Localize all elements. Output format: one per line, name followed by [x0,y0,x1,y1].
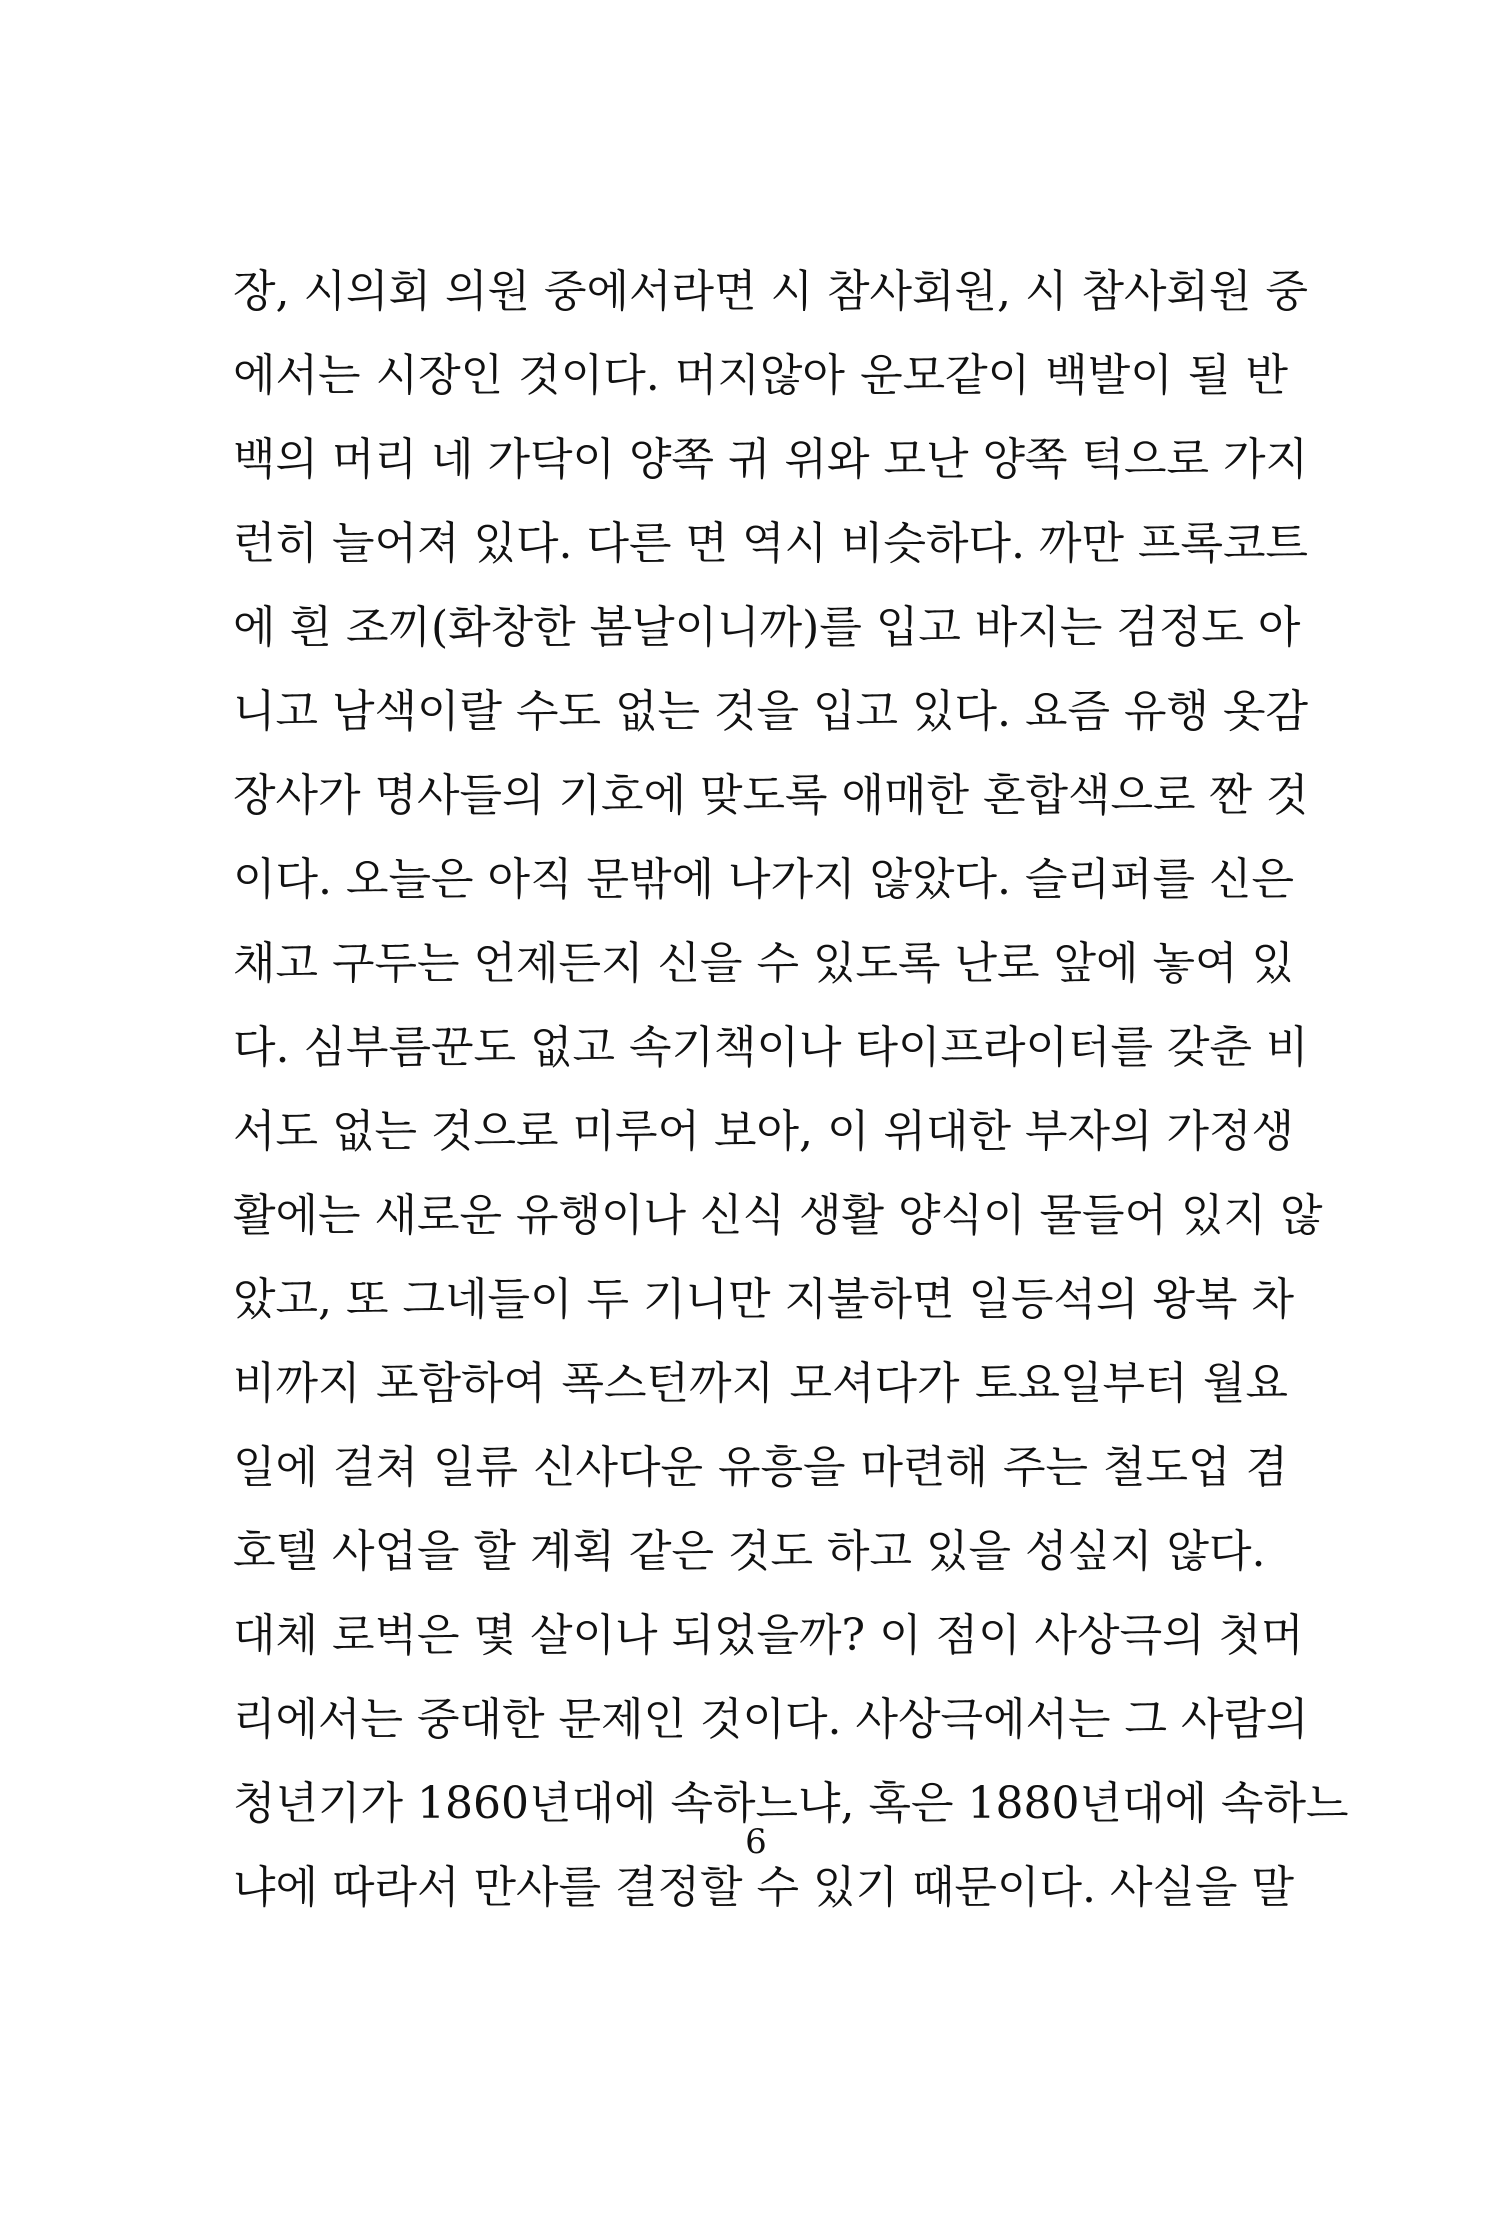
text-line: 대체 로벅은 몇 살이나 되었을까? 이 점이 사상극의 첫머 [233,1610,1304,1661]
text-line: 일에 걸쳐 일류 신사다운 유흥을 마련해 주는 철도업 겸 [233,1442,1288,1493]
text-line: 서도 없는 것으로 미루어 보아, 이 위대한 부자의 가정생 [233,1106,1294,1157]
text-line: 장사가 명사들의 기호에 맞도록 애매한 혼합색으로 짠 것 [233,770,1309,821]
page-number: 6 [745,1822,767,1862]
text-line: 리에서는 중대한 문제인 것이다. 사상극에서는 그 사람의 [233,1694,1309,1745]
text-line: 니고 남색이랄 수도 없는 것을 입고 있다. 요즘 유행 옷감 [233,686,1308,737]
text-line: 에서는 시장인 것이다. 머지않아 운모같이 백발이 될 반 [233,350,1288,401]
text-line: 비까지 포함하여 폭스턴까지 모셔다가 토요일부터 월요 [233,1358,1288,1409]
text-line: 장, 시의회 의원 중에서라면 시 참사회원, 시 참사회원 중 [233,266,1308,317]
text-line: 에 흰 조끼(화창한 봄날이니까)를 입고 바지는 검정도 아 [233,602,1301,653]
text-line: 청년기가 1860년대에 속하느냐, 혹은 1880년대에 속하느 [233,1778,1349,1829]
text-line: 호텔 사업을 할 계획 같은 것도 하고 있을 성싶지 않다. [233,1526,1266,1577]
text-line: 았고, 또 그네들이 두 기니만 지불하면 일등석의 왕복 차 [233,1274,1294,1325]
text-line: 다. 심부름꾼도 없고 속기책이나 타이프라이터를 갖춘 비 [233,1022,1309,1073]
text-line: 이다. 오늘은 아직 문밖에 나가지 않았다. 슬리퍼를 신은 [233,854,1294,905]
text-line: 백의 머리 네 가닥이 양쪽 귀 위와 모난 양쪽 턱으로 가지 [233,434,1308,485]
text-line: 채고 구두는 언제든지 신을 수 있도록 난로 앞에 놓여 있 [233,938,1294,989]
text-line: 활에는 새로운 유행이나 신식 생활 양식이 물들어 있지 않 [233,1190,1323,1241]
body-text [233,250,1349,1930]
text-line: 냐에 따라서 만사를 결정할 수 있기 때문이다. 사실을 말 [233,1862,1294,1913]
text-line: 런히 늘어져 있다. 다른 면 역시 비슷하다. 까만 프록코트 [233,518,1308,569]
